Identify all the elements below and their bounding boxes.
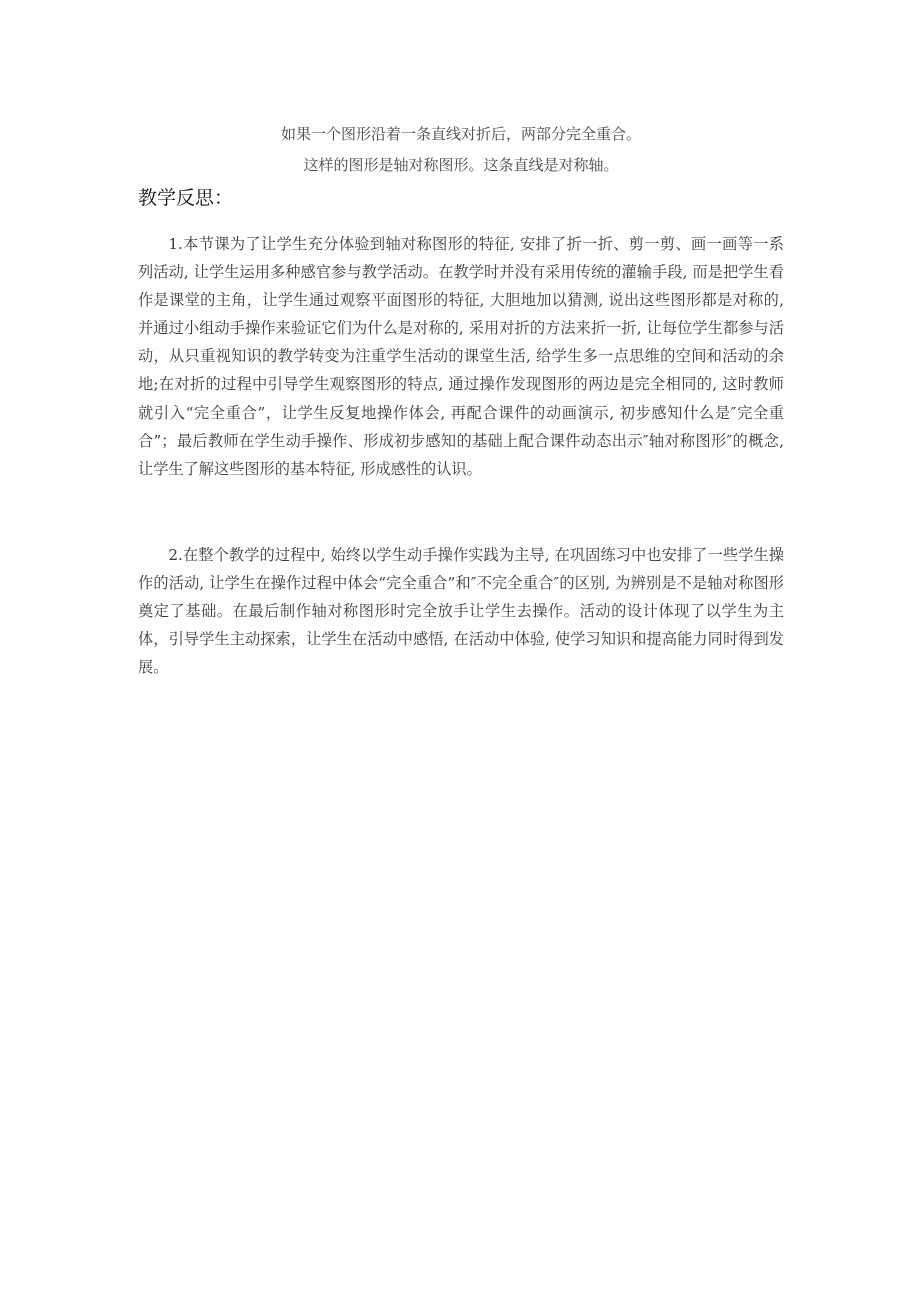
- definition-line-2: 这样的图形是轴对称图形。这条直线是对称轴。: [303, 156, 619, 174]
- reflection-paragraph-1: 1.本节课为了让学生充分体验到轴对称图形的特征, 安排了折一折、剪一剪、画一画等一系列活动, 让学生运用多种感官参与教学活动。在教学时并没有采用传统的灌输手段, 而是把学生看作是课堂的主角，让学生通过观察平面图形的特征, 大胆地加以猜测, 说出这些图形都是对称的, 并通过小组动手操作来验证它们为什么是对称的, 采用对折的方法来折一折, 让每位学生都参与活动，从只重视知识的教学转变为注重学生活动的课堂生活, 给学生多一点思维的空间和活动的余地;在对折的过程中引导学生观察图形的特点, 通过操作发现图形的两边是完全相同的, 这时教师就引入“完全重合”，让学生反复地操作体会, 再配合课件的动画演示, 初步感知什么是″完全重合”；最后教师在学生动手操作、形成初步感知的基础上配合课件动态出示″轴对称图形″的概念, 让学生了解这些图形的基本特征, 形成感性的认识。: [138, 235, 784, 478]
- reflection-paragraph-2: 2.在整个教学的过程中, 始终以学生动手操作实践为主导, 在巩固练习中也安排了一些学生操作的活动, 让学生在操作过程中体会“完全重合”和″不完全重合″的区别, 为辨别是不是轴对称图形奠定了基础。在最后制作轴对称图形时完全放手让学生去操作。活动的设计体现了以学生为主体，引导学生主动探索，让学生在活动中感悟, 在活动中体验, 使学习知识和提高能力同时得到发展。: [138, 546, 784, 677]
- section-heading: 教学反思：: [138, 187, 234, 209]
- definition-line-1: 如果一个图形沿着一条直线对折后，两部分完全重合。: [280, 125, 641, 143]
